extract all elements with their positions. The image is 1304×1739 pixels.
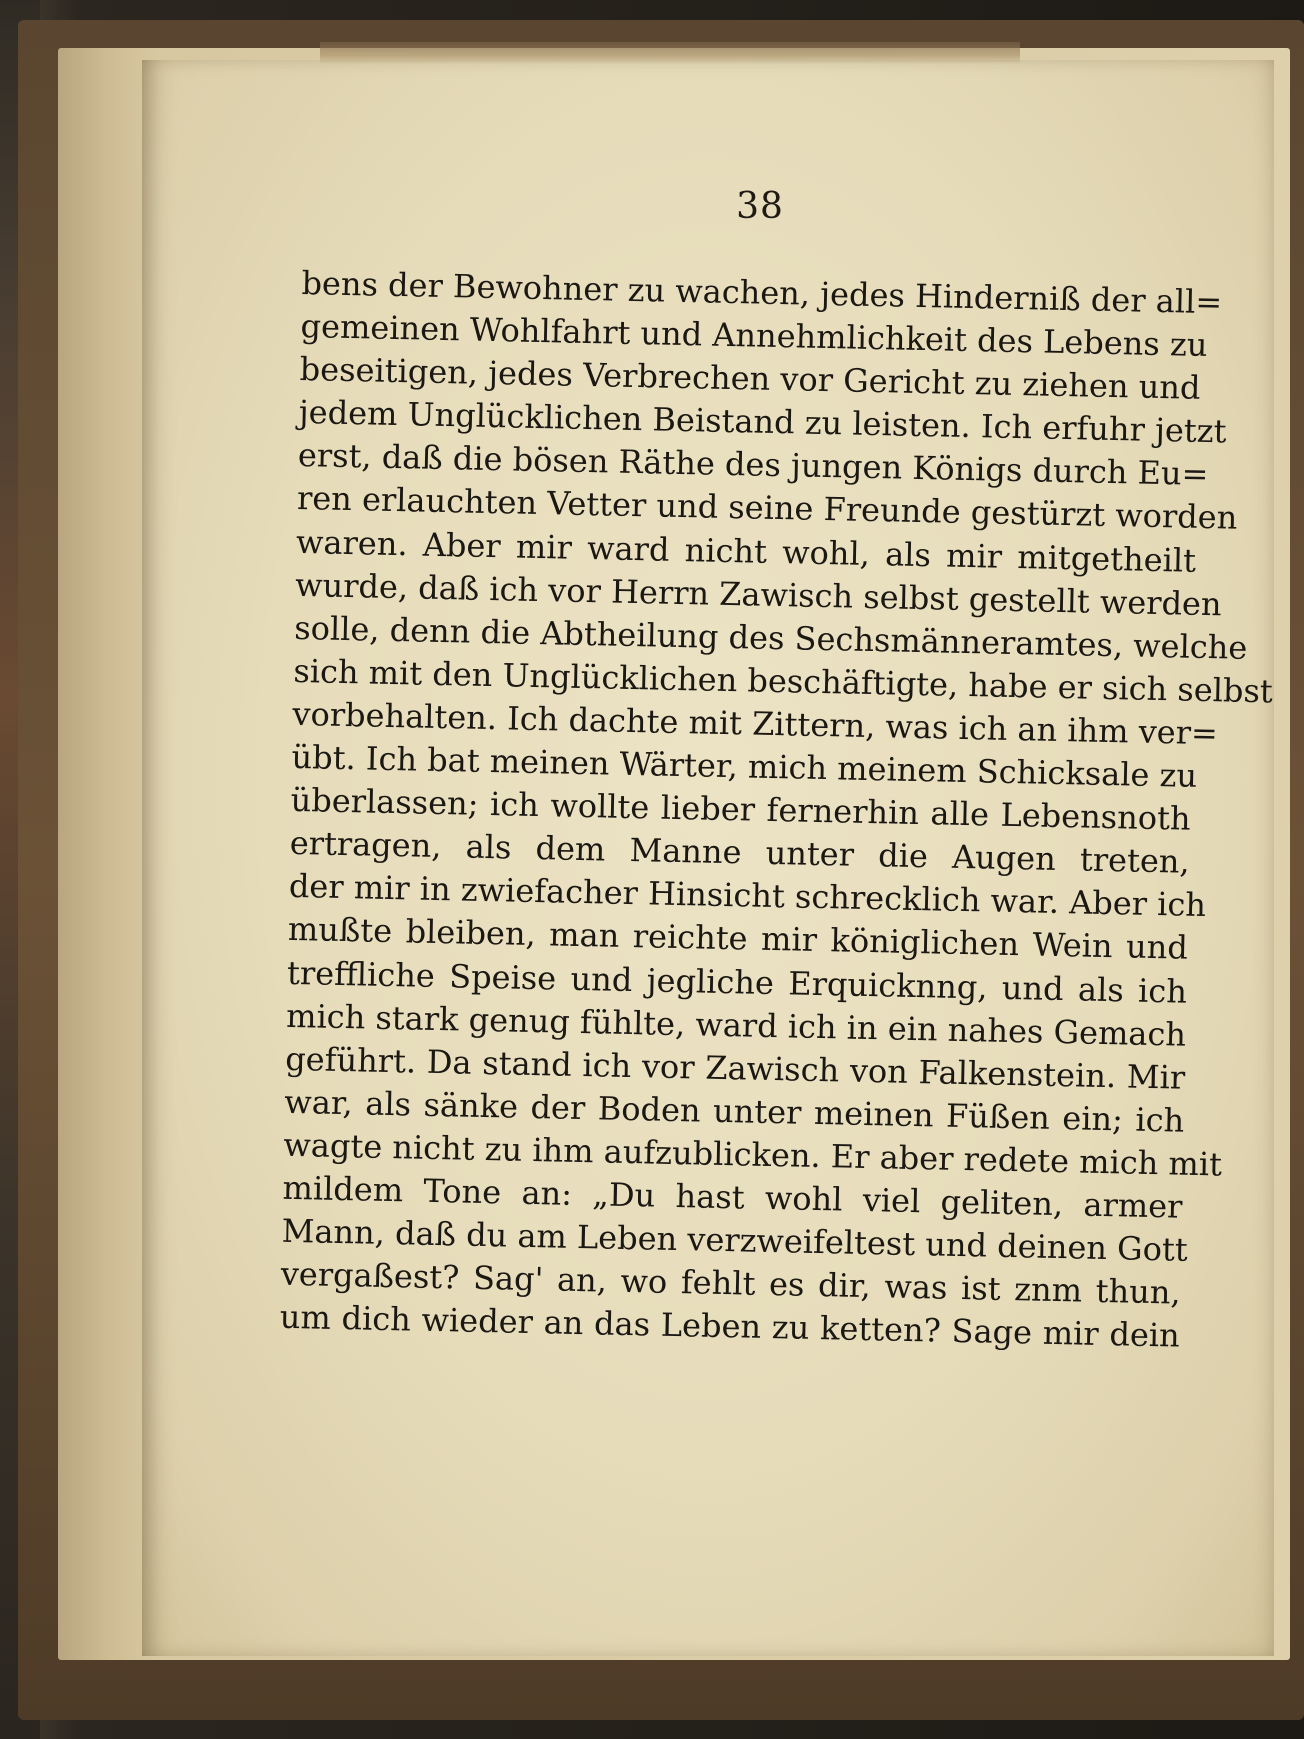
text-line: mußte bleiben, man reichte mir königlichen Wein und [287, 910, 1189, 968]
text-line: war, als sänke der Boden unter meinen Füßen ein; ich [284, 1082, 1185, 1140]
text-line: waren. Aber mir ward nicht wohl, als mir mitgetheilt [295, 522, 1197, 580]
text-line: der mir in zwiefacher Hinsicht schrecklich war. Aber ich [288, 867, 1207, 925]
text-line: ren erlauchten Vetter und seine Freunde gestürzt worden [296, 479, 1238, 538]
text-line: übt. Ich bat meinen Wärter, mich meinem Schicksale zu [291, 737, 1198, 795]
text-line: sich mit den Unglücklichen beschäftigte, habe er sich selbst [293, 651, 1274, 711]
text-line: bens der Bewohner zu wachen, jedes Hinderniß der all= [301, 263, 1223, 322]
text-line: wurde, daß ich vor Herrn Zawisch selbst gestellt werden [294, 565, 1222, 623]
text-line: Mann, daß du am Leben verzweifeltest und deinen Gott [281, 1211, 1189, 1269]
text-line: treffliche Speise und jegliche Erquicknng, und als ich [286, 953, 1188, 1011]
text-line: jedem Unglücklichen Beistand zu leisten. Ich erfuhr jetzt [298, 393, 1227, 451]
text-line: geführt. Da stand ich vor Zawisch von Falkenstein. Mir [284, 1039, 1186, 1097]
text-line: solle, denn die Abtheilung des Sechsmänneramtes, welche [293, 608, 1248, 667]
text-line: vorbehalten. Ich dachte mit Zittern, was ich an ihm ver= [292, 694, 1219, 753]
text-line: vergaßest? Sag' an, wo fehlt es dir, was ist znm thun, [280, 1254, 1182, 1312]
text-line: um dich wieder an das Leben zu ketten? Sage mir dein [279, 1298, 1181, 1355]
page-top-wear [320, 42, 1020, 64]
text-line: beseitigen, jedes Verbrechen vor Gericht zu ziehen und [299, 350, 1201, 408]
text-line: erst, daß die bösen Räthe des jungen Königs durch Eu= [297, 436, 1209, 494]
text-line: gemeinen Wohlfahrt und Annehmlichkeit des Lebens zu [300, 307, 1208, 365]
text-line: mildem Tone an: „Du hast wohl viel geliten, armer [282, 1168, 1183, 1226]
page-number: 38 [736, 186, 784, 227]
body-text [279, 262, 1274, 1358]
text-line: überlassen; ich wollte lieber fernerhin alle Lebensnoth [290, 781, 1191, 838]
text-line: wagte nicht zu ihm aufzublicken. Er aber redete mich mit [283, 1125, 1223, 1184]
text-line: mich stark genug fühlte, ward ich in ein nahes Gemach [285, 996, 1187, 1054]
text-line: ertragen, als dem Manne unter die Augen treten, [289, 824, 1191, 881]
